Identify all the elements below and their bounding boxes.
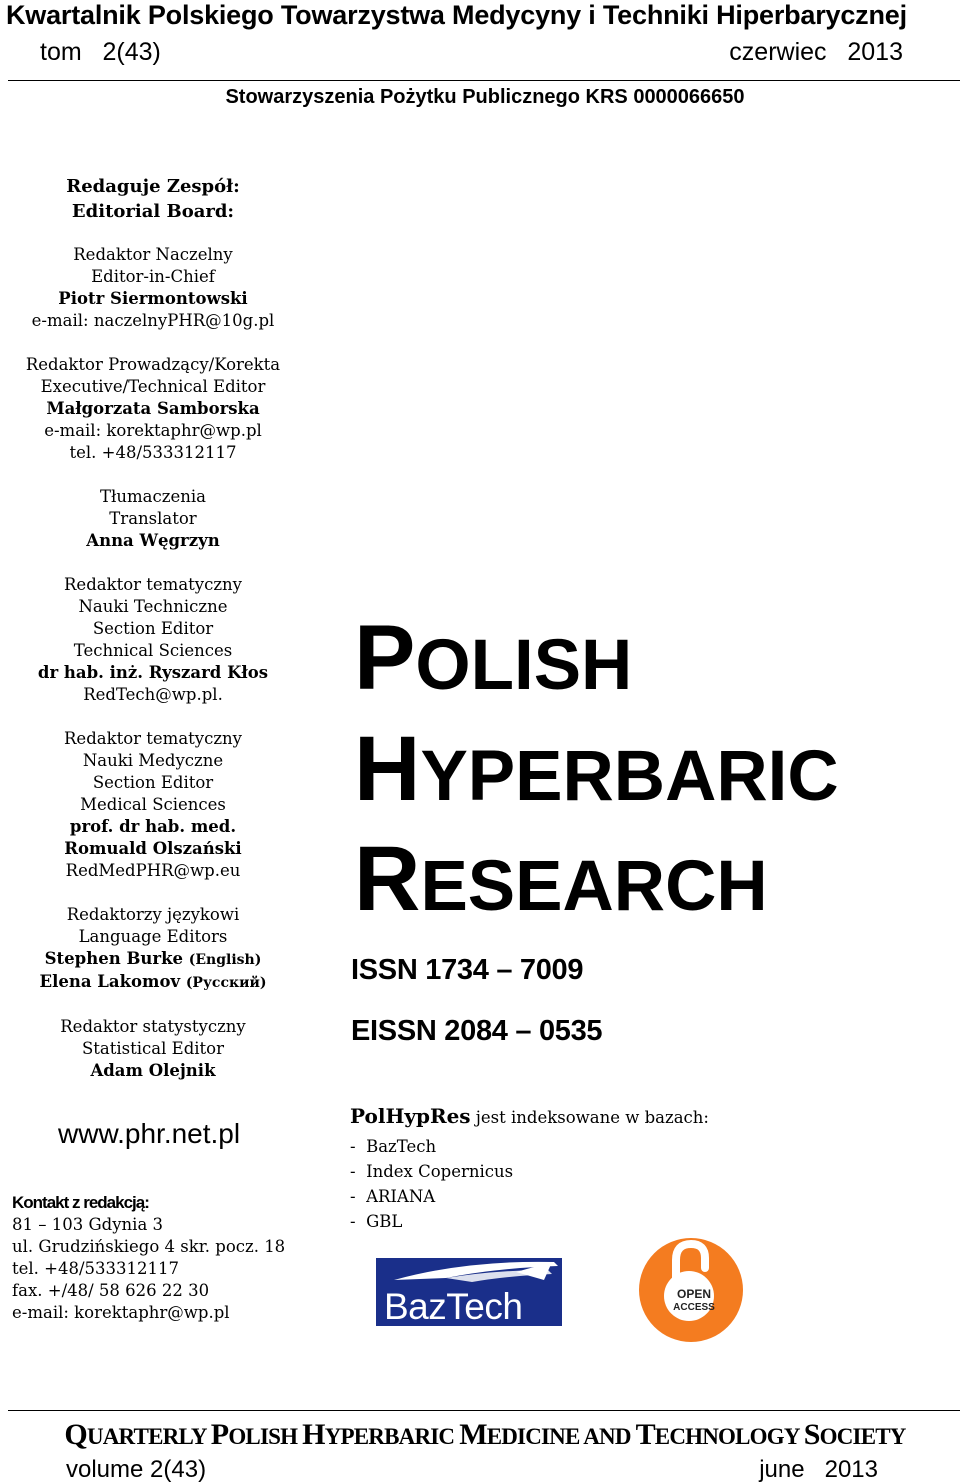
baztech-wordmark: BazTech xyxy=(384,1286,523,1326)
statistical-editor xyxy=(8,1016,298,1082)
footer-rest: OLISH xyxy=(228,1424,303,1449)
role-en: Language Editors xyxy=(78,927,228,946)
contact-heading: Kontakt z redakcją: xyxy=(12,1193,149,1212)
header-krs: Stowarzyszenia Pożytku Publicznego KRS 0000066650 xyxy=(225,86,745,108)
footer-cap: S xyxy=(803,1418,820,1451)
contact-phone: tel. +48/533312117 xyxy=(12,1259,180,1278)
footer-rest: YPERBARIC xyxy=(324,1424,460,1449)
editor-name: Romuald Olszański xyxy=(64,839,242,858)
cover-cap: H xyxy=(354,718,421,820)
board-heading-en: Editorial Board: xyxy=(71,201,235,222)
role-en: Translator xyxy=(109,509,197,528)
list-item: - BazTech xyxy=(350,1137,437,1156)
role-en: Editor-in-Chief xyxy=(91,267,215,286)
journal-title: Kwartalnik Polskiego Towarzystwa Medycyny i Techniki Hiperbarycznej xyxy=(6,0,907,30)
cover-title-line-1 xyxy=(354,607,633,709)
role-en: Section Editor xyxy=(92,773,214,792)
indexing-heading xyxy=(350,1104,709,1128)
eissn: EISSN 2084 – 0535 xyxy=(351,1015,603,1047)
editor-name: dr hab. inż. Ryszard Kłos xyxy=(37,663,269,682)
header-divider xyxy=(8,80,960,81)
editor-phone: tel. +48/533312117 xyxy=(69,443,237,462)
contact-email: e-mail: korektaphr@wp.pl xyxy=(12,1303,230,1322)
role-en: Statistical Editor xyxy=(82,1039,224,1058)
role-pl: Redaktor statystyczny xyxy=(60,1017,246,1036)
language-editors xyxy=(8,904,298,994)
indexing-brand: PolHypRes xyxy=(350,1104,471,1128)
list-item: - Index Copernicus xyxy=(350,1162,514,1181)
role-pl: Redaktor Naczelny xyxy=(73,245,233,264)
indexing-list xyxy=(350,1134,513,1234)
board-heading xyxy=(8,174,298,224)
footer-cap: M xyxy=(459,1418,487,1451)
role-pl: Redaktorzy językowi xyxy=(66,905,240,924)
editor-email: RedTech@wp.pl. xyxy=(83,685,223,704)
contact-fax: fax. +/48/ 58 626 22 30 xyxy=(12,1281,210,1300)
cover-title-line-2 xyxy=(354,718,839,820)
indexing-text: jest indeksowane w bazach: xyxy=(470,1108,709,1127)
cover-cap: P xyxy=(354,607,416,709)
section-editor-technical xyxy=(8,574,298,706)
footer-date: june 2013 xyxy=(759,1456,878,1483)
contact-address-1: 81 – 103 Gdynia 3 xyxy=(12,1215,164,1234)
editor-email: RedMedPHR@wp.eu xyxy=(65,861,241,880)
footer-cap: Q xyxy=(64,1418,87,1451)
editorial-board xyxy=(8,174,298,1104)
header-volume: tom 2(43) xyxy=(40,38,161,66)
cover-cap: R xyxy=(354,828,421,930)
section-editor-medical xyxy=(8,728,298,882)
section-pl: Nauki Medyczne xyxy=(82,751,224,770)
cover-title-line-3 xyxy=(354,828,768,930)
footer-rest: EDICINE AND xyxy=(486,1424,636,1449)
board-heading-pl: Redaguje Zespół: xyxy=(66,176,240,197)
editor-name: Adam Olejnik xyxy=(90,1061,216,1080)
issn: ISSN 1734 – 7009 xyxy=(351,954,584,986)
executive-editor xyxy=(8,354,298,464)
cover-rest: YPERBARIC xyxy=(420,737,839,816)
editor-name: Stephen Burke xyxy=(44,949,184,968)
role-pl: Redaktor tematyczny xyxy=(64,729,242,748)
contact-address-2: ul. Grudzińskiego 4 skr. pocz. 18 xyxy=(12,1237,286,1256)
editor-name: Anna Węgrzyn xyxy=(86,531,220,550)
cover-rest: OLISH xyxy=(415,626,633,705)
footer-cap: T xyxy=(635,1418,655,1451)
contact-block xyxy=(12,1192,285,1324)
editor-name: Małgorzata Samborska xyxy=(46,399,260,418)
footer-rest: ECHNOLOGY xyxy=(654,1424,804,1449)
section-pl: Nauki Techniczne xyxy=(78,597,228,616)
editor-title: prof. dr hab. med. xyxy=(69,817,237,836)
open-access-line-2: ACCESS xyxy=(673,1302,715,1313)
footer-rest: UARTERLY xyxy=(86,1424,211,1449)
cover-rest: ESEARCH xyxy=(420,847,768,926)
website-link[interactable]: www.phr.net.pl xyxy=(58,1118,241,1149)
footer-divider xyxy=(8,1410,960,1411)
editor-name: Elena Lakomov xyxy=(39,972,181,991)
baztech-logo xyxy=(376,1258,562,1326)
language-editor-1 xyxy=(8,948,298,971)
header-date: czerwiec 2013 xyxy=(729,38,903,66)
section-en: Technical Sciences xyxy=(73,641,233,660)
footer-rest: OCIETY xyxy=(819,1424,906,1449)
role-en: Section Editor xyxy=(92,619,214,638)
footer-cap: P xyxy=(210,1418,229,1451)
open-access-logo xyxy=(639,1238,743,1342)
editor-name: Piotr Siermontowski xyxy=(58,289,248,308)
role-pl: Redaktor tematyczny xyxy=(64,575,242,594)
section-en: Medical Sciences xyxy=(80,795,226,814)
footer-volume: volume 2(43) xyxy=(66,1456,207,1483)
editor-language: (Русский) xyxy=(185,975,267,991)
editor-email: e-mail: naczelnyPHR@10g.pl xyxy=(31,311,275,330)
language-editor-2 xyxy=(8,971,298,994)
translator xyxy=(8,486,298,552)
open-access-icon xyxy=(639,1238,743,1342)
role-pl: Redaktor Prowadzący/Korekta xyxy=(25,355,281,374)
editor-in-chief xyxy=(8,244,298,332)
editor-email: e-mail: korektaphr@wp.pl xyxy=(44,421,262,440)
editor-language: (English) xyxy=(188,952,262,968)
list-item: - GBL xyxy=(350,1212,403,1231)
role-pl: Tłumaczenia xyxy=(100,487,206,506)
footer-title xyxy=(0,1418,960,1452)
role-en: Executive/Technical Editor xyxy=(40,377,266,396)
open-access-line-1: OPEN xyxy=(676,1287,712,1301)
list-item: - ARIANA xyxy=(350,1187,436,1206)
footer-cap: H xyxy=(302,1418,325,1451)
